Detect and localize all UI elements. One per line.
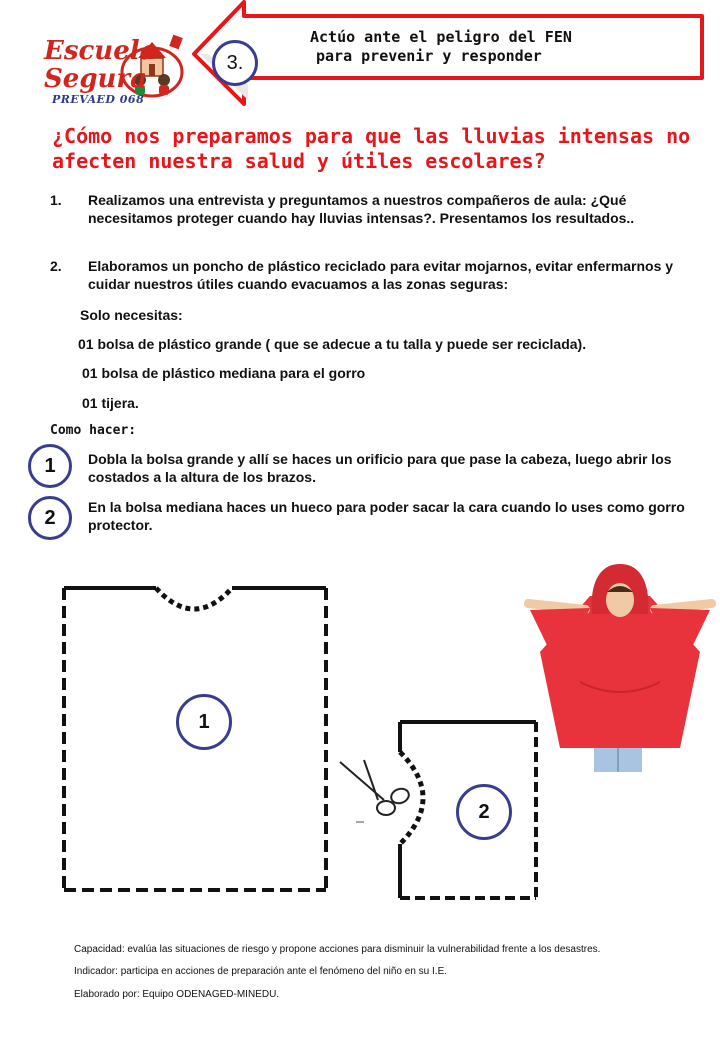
materials-heading: Solo necesitas: [80, 307, 183, 323]
step-text-2: En la bolsa mediana haces un hueco para poder sacar la cara cuando lo uses como gorro protector. [88, 499, 685, 533]
page-title: ¿Cómo nos preparamos para que las lluvias intensas no afecten nuestra salud y útiles escolares? [52, 124, 691, 173]
logo-text-segura: Segura [44, 64, 147, 94]
list-item-text: Elaboramos un poncho de plástico reciclado para evitar mojarnos, evitar enfermarnos y cuidar nuestros útiles cuando evacuamos a las zonas seguras: [88, 258, 674, 292]
how-to-heading: Como hacer: [50, 423, 137, 438]
step-text-1: Dobla la bolsa grande y allí se haces un orificio para que pase la cabeza, luego abrir los costados a la altura de los brazos. [88, 451, 672, 485]
step-number-badge: 3. [212, 40, 258, 86]
logo-text-escuela: Escuela [44, 36, 157, 66]
list-item [50, 191, 700, 227]
material-item: 01 tijera. [82, 395, 139, 411]
step-circle-2: 2 [28, 496, 72, 540]
footer-elaborado: Elaborado por: Equipo ODENAGED-MINEDU. [74, 989, 280, 1000]
step-circle-1: 1 [28, 444, 72, 488]
list-number: 2. [50, 258, 62, 274]
material-item: 01 bolsa de plástico mediana para el gorro [82, 365, 366, 381]
footer-capacidad: Capacidad: evalúa las situaciones de riesgo y propone acciones para disminuir la vulnerabilidad frente a los desastres. [74, 944, 601, 955]
bag-2-label: 2 [456, 784, 512, 840]
bag-1-label: 1 [176, 694, 232, 750]
list-item-text: Realizamos una entrevista y preguntamos a nuestros compañeros de aula: ¿Qué necesitamos proteger cuando hay lluvias intensas?. Presentamos los resultados.. [88, 192, 635, 226]
banner-line-2: para prevenir y responder [316, 47, 542, 65]
list-number: 1. [50, 192, 62, 208]
material-item: 01 bolsa de plástico grande ( que se adecue a tu talla y puede ser reciclada). [78, 336, 587, 352]
banner-title [270, 28, 650, 66]
footer-indicador: Indicador: participa en acciones de preparación ante el fenómeno del niño en su I.E. [74, 966, 448, 977]
poncho-photo [520, 562, 720, 774]
list-item [50, 257, 700, 293]
banner-line-1: Actúo ante el peligro del FEN [310, 28, 572, 46]
logo-subtitle: PREVAED 068 [52, 93, 145, 106]
